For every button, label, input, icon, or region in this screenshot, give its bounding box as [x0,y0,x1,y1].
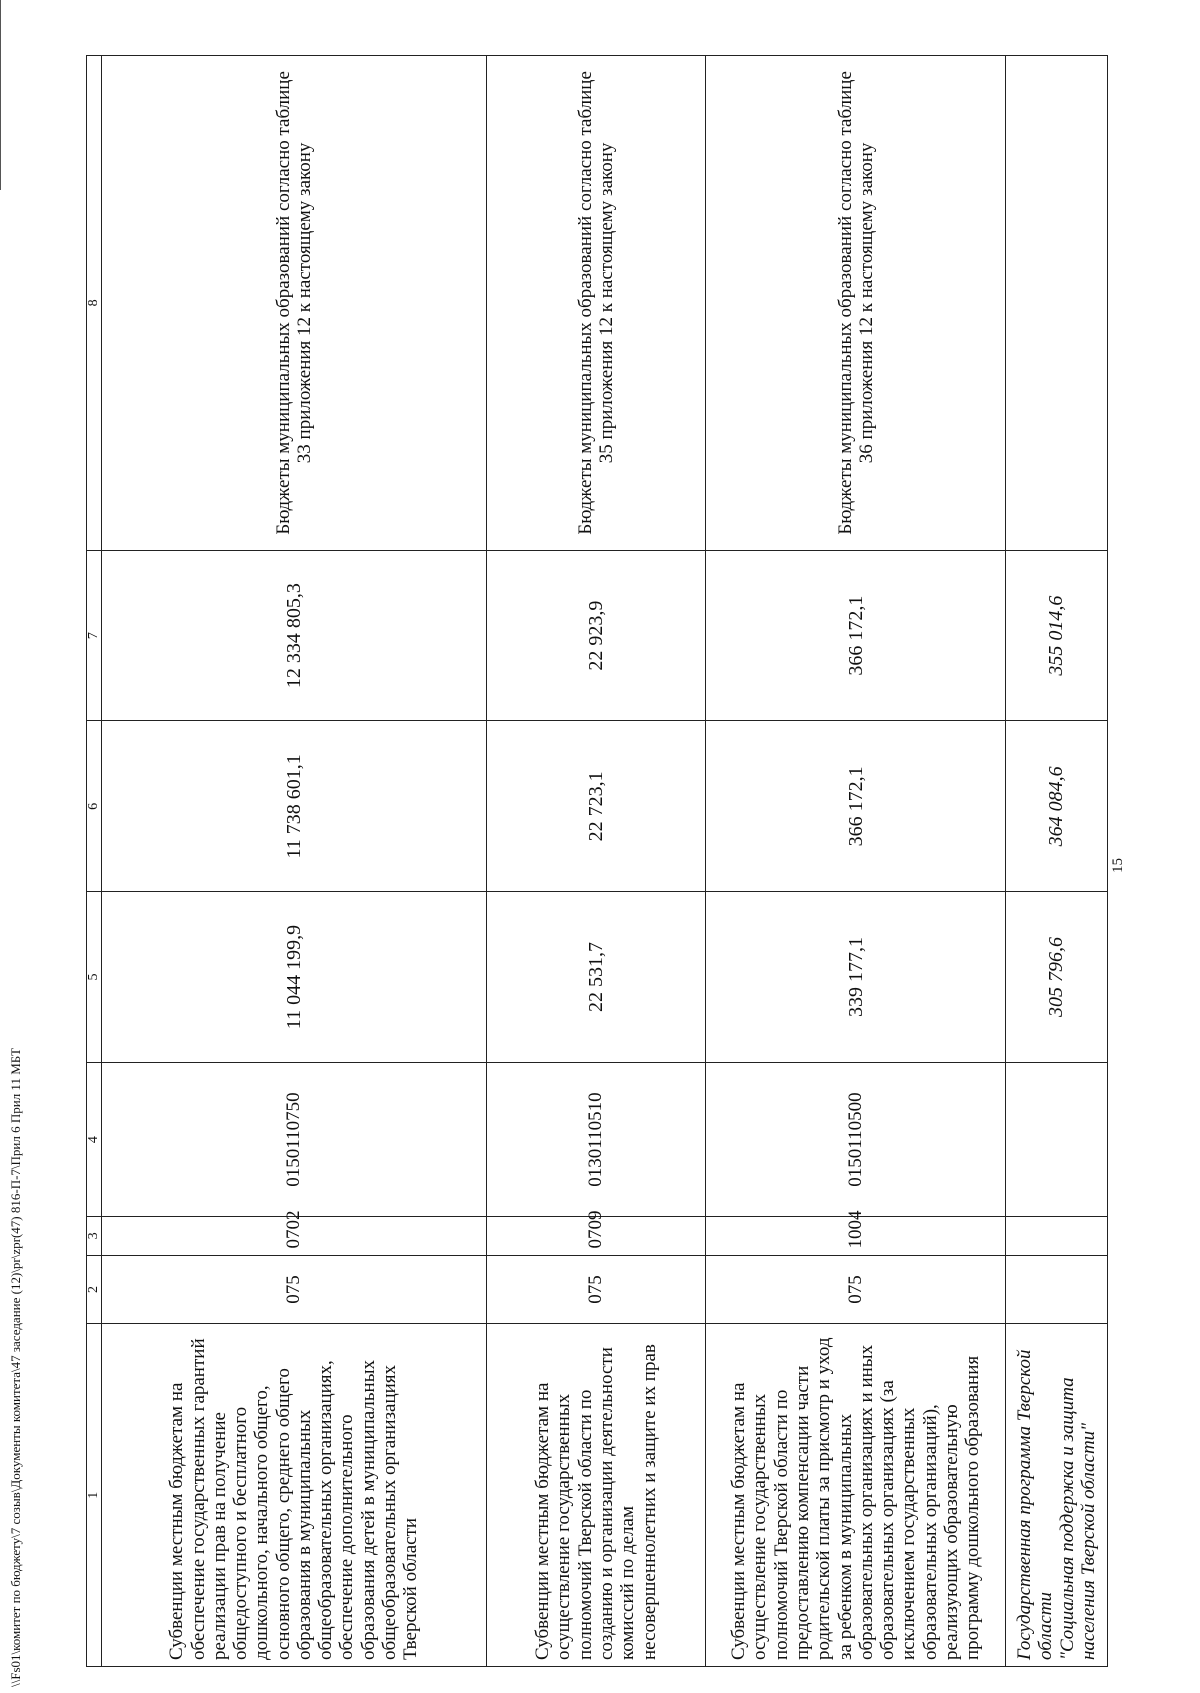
header-col-8: 8 [87,56,102,551]
row-section: 1004 [706,1217,1006,1255]
program-section [1006,1217,1108,1255]
row-value-6: 22 723,1 [486,721,706,892]
program-value-6: 364 084,6 [1006,721,1108,892]
row-value-7: 22 923,9 [486,550,706,721]
header-col-1: 1 [87,1324,102,1667]
row-code: 075 [706,1255,1006,1324]
row-note-text: Бюджеты муниципальных образований согласно таблице 33 приложения 12 к настоящему закону [272,71,315,535]
row-description: Субвенции местным бюджетам на осуществление государственных полномочий Тверской области по созданию и организации деятельности комиссий по делам несовершеннолетних и защите их прав [486,1324,706,1667]
program-row [1006,56,1108,1667]
row-value-7: 12 334 805,3 [102,550,486,721]
program-code [1006,1255,1108,1324]
row-value-6: 366 172,1 [706,721,1006,892]
program-value-7: 355 014,6 [1006,550,1108,721]
table-row [102,56,486,1667]
row-value-5: 22 531,7 [486,892,706,1063]
row-section: 0702 [102,1217,486,1255]
row-value-6: 11 738 601,1 [102,721,486,892]
row-note-text: Бюджеты муниципальных образований согласно таблице 35 приложения 12 к настоящему закону [574,71,617,535]
row-code: 075 [486,1255,706,1324]
header-col-7: 7 [87,550,102,721]
header-col-4: 4 [87,1062,102,1216]
page-number: 15 [1110,858,1126,873]
table-row [486,56,706,1667]
header-col-3: 3 [87,1217,102,1255]
row-value-5: 11 044 199,9 [102,892,486,1063]
budget-table [86,55,1108,1667]
scan-edge-line [0,0,1,190]
header-col-2: 2 [87,1255,102,1324]
table-header-row [87,56,102,1667]
header-col-5: 5 [87,892,102,1063]
row-article: 0150110500 [706,1062,1006,1216]
row-note [486,56,706,551]
row-value-5: 339 177,1 [706,892,1006,1063]
row-article: 0130110510 [486,1062,706,1216]
row-note-text: Бюджеты муниципальных образований согласно таблице 36 приложения 12 к настоящему закону [834,71,877,535]
row-description: Субвенции местным бюджетам на осуществление государственных полномочий Тверской области по предоставлению компенсации части родительской платы за присмотр и уход за ребенком в муниципальных образовательных организациях и иных образовательных организациях (за исключением государственных образовательных организаций), реализующих образовательную программу дошкольного образования [706,1324,1006,1667]
footer-file-path: \\Fs01\комитет по бюджету\7 созыв\Документы комитета\47 заседание (12)\pr\zpr(47) 816-П-7\Прил 6 Прил 11 МБТ [8,1048,23,1687]
row-note [102,56,486,551]
row-description: Субвенции местным бюджетам на обеспечение государственных гарантий реализации прав на получение общедоступного и бесплатного дошкольного, начального общего, основного общего, среднего общего образования в муниципальных общеобразовательных организациях, обеспечение дополнительного образования детей в муниципальных общеобразовательных организациях Тверской области [102,1324,486,1667]
row-code: 075 [102,1255,486,1324]
row-note [706,56,1006,551]
program-title: Государственная программа Тверской области [1014,1349,1057,1660]
table-row [706,56,1006,1667]
row-value-7: 366 172,1 [706,550,1006,721]
header-col-6: 6 [87,721,102,892]
row-article: 0150110750 [102,1062,486,1216]
row-section: 0709 [486,1217,706,1255]
program-value-5: 305 796,6 [1006,892,1108,1063]
program-article [1006,1062,1108,1216]
program-note [1006,56,1108,551]
program-description [1006,1324,1108,1667]
program-name: "Социальная поддержка и защита населения Тверской области" [1056,1377,1099,1660]
